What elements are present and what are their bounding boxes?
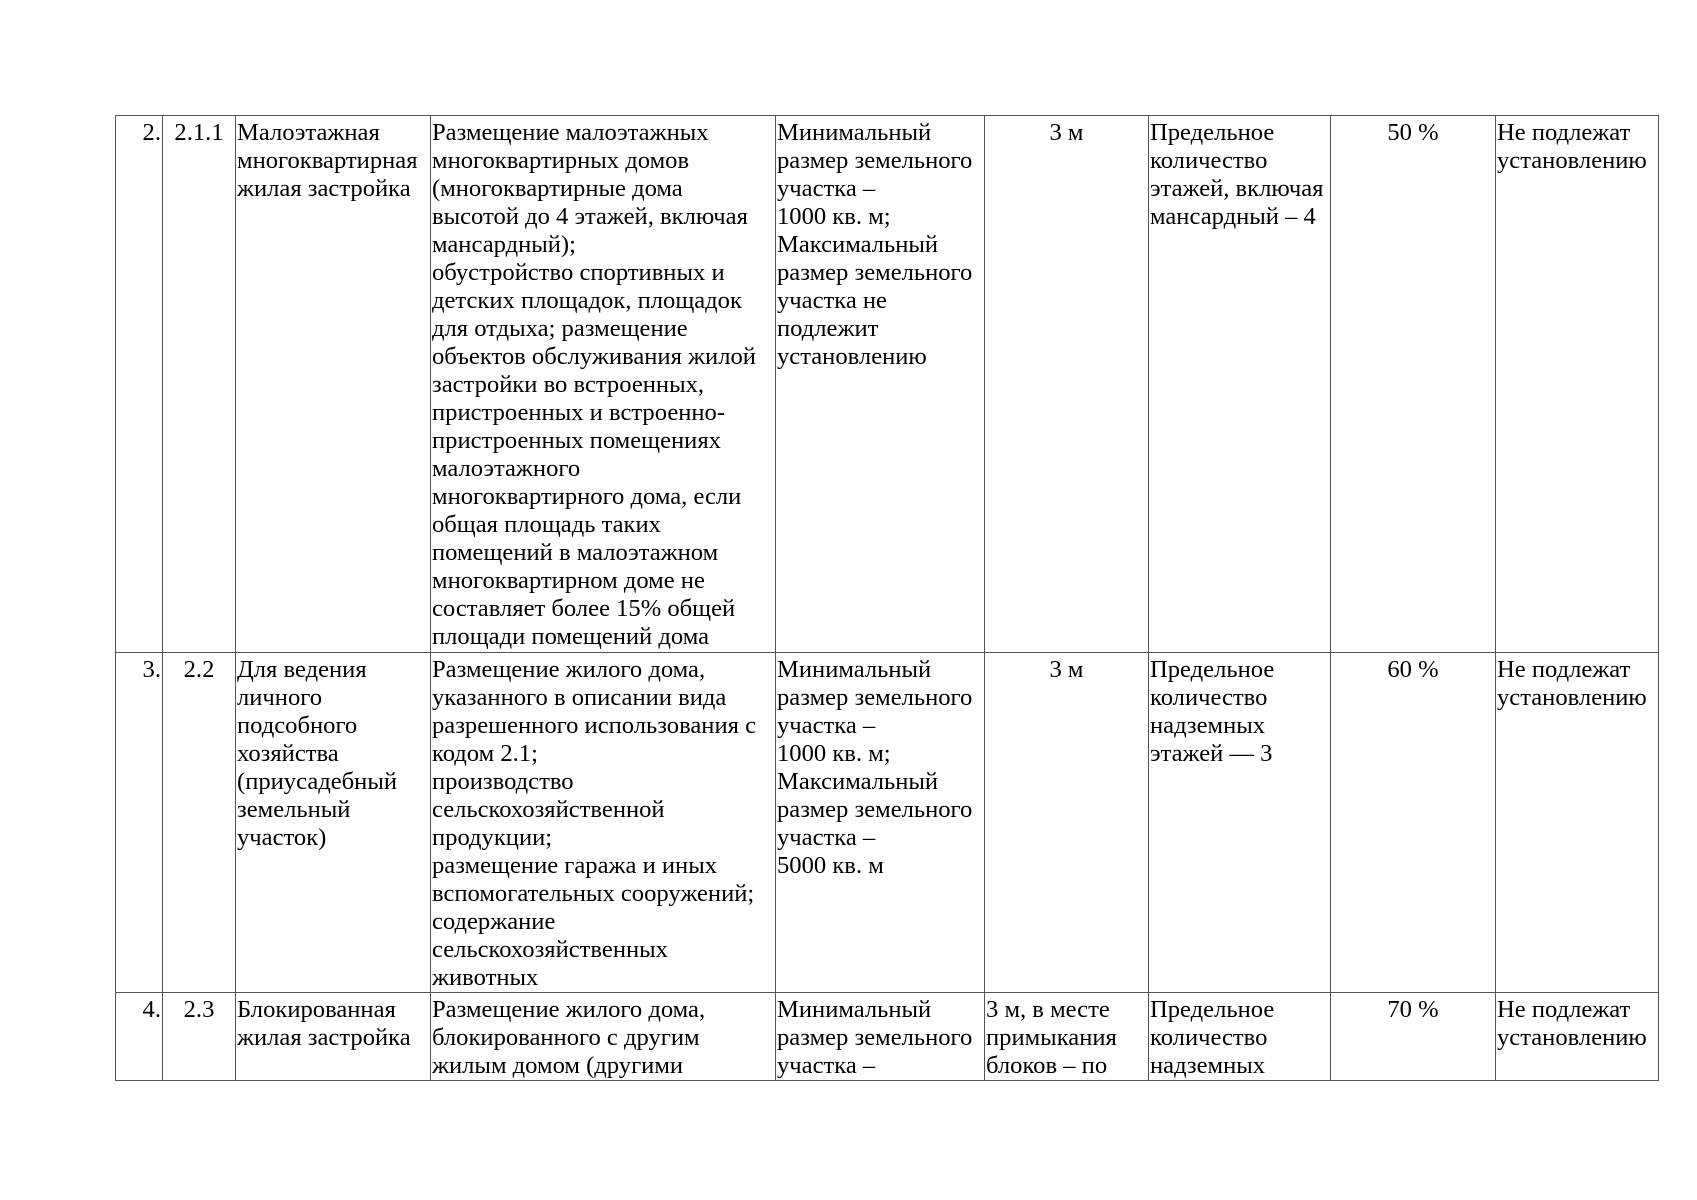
plot-size-limits: Минимальный размер земельного участка – [776, 993, 985, 1081]
setback-distance: 3 м, в месте примыкания блоков – по [985, 993, 1149, 1081]
table-row [116, 653, 1659, 993]
other-parameters: Не подлежат установлению [1496, 116, 1659, 653]
floor-limit: Предельное количество этажей, включая мансардный – 4 [1149, 116, 1331, 653]
row-number: 3. [116, 653, 163, 993]
table-row [116, 116, 1659, 653]
land-use-table [115, 115, 1659, 1081]
plot-size-limits: Минимальный размер земельного участка – 1000 кв. м; Максимальный размер земельного участка не подлежит установлению [776, 116, 985, 653]
coverage-percent: 60 % [1331, 653, 1496, 993]
coverage-percent: 50 % [1331, 116, 1496, 653]
use-code: 2.2 [163, 653, 236, 993]
other-parameters: Не подлежат установлению [1496, 993, 1659, 1081]
use-description: Размещение малоэтажных многоквартирных домов (многоквартирные дома высотой до 4 этажей, включая мансардный); обустройство спортивных и детских площадок, площадок для отдыха; размещение объектов обслуживания жилой застройки во встроенных, пристроенных и встроенно- пристроенных помещениях малоэтажного многоквартирного дома, если общая площадь таких помещений в малоэтажном многоквартирном доме не составляет более 15% общей площади помещений дома [431, 116, 776, 653]
other-parameters: Не подлежат установлению [1496, 653, 1659, 993]
use-description: Размещение жилого дома, блокированного с другим жилым домом (другими [431, 993, 776, 1081]
use-name: Блокированная жилая застройка [236, 993, 431, 1081]
setback-distance: 3 м [985, 653, 1149, 993]
row-number: 2. [116, 116, 163, 653]
use-name: Для ведения личного подсобного хозяйства (приусадебный земельный участок) [236, 653, 431, 993]
table-row [116, 993, 1659, 1081]
row-number: 4. [116, 993, 163, 1081]
use-code: 2.3 [163, 993, 236, 1081]
use-description: Размещение жилого дома, указанного в описании вида разрешенного использования с кодом 2.1; производство сельскохозяйственной продукции; размещение гаража и иных вспомогательных сооружений; содержание сельскохозяйственных животных [431, 653, 776, 993]
plot-size-limits: Минимальный размер земельного участка – 1000 кв. м; Максимальный размер земельного участка – 5000 кв. м [776, 653, 985, 993]
floor-limit: Предельное количество надземных этажей — 3 [1149, 653, 1331, 993]
setback-distance: 3 м [985, 116, 1149, 653]
use-name: Малоэтажная многоквартирная жилая застройка [236, 116, 431, 653]
use-code: 2.1.1 [163, 116, 236, 653]
floor-limit: Предельное количество надземных [1149, 993, 1331, 1081]
coverage-percent: 70 % [1331, 993, 1496, 1081]
